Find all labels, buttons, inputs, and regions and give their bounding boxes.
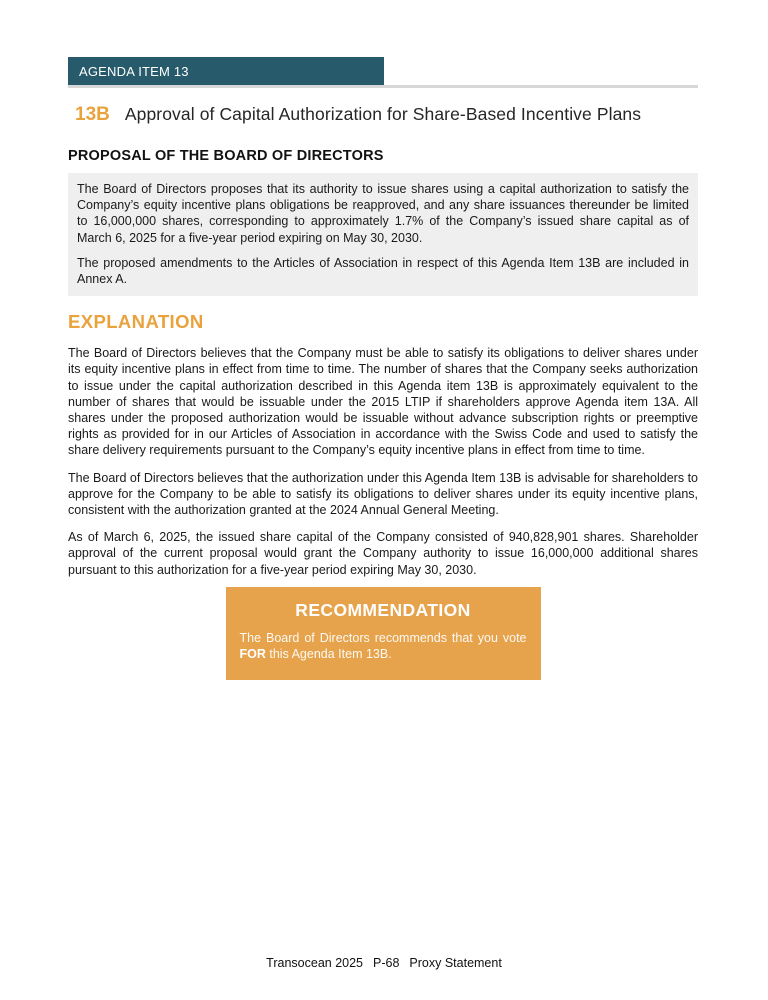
proposal-heading: PROPOSAL OF THE BOARD OF DIRECTORS [68, 148, 384, 164]
explanation-section [68, 311, 698, 578]
proposal-paragraph: The proposed amendments to the Articles of Association in respect of this Agenda Item 13B are included in Annex A. [77, 255, 689, 287]
recommendation-body [240, 630, 527, 663]
page-footer [0, 956, 768, 970]
proposal-paragraph: The Board of Directors proposes that its authority to issue shares using a capital authorization to satisfy the Company’s equity incentive plans obligations be reapproved, and any share issuances thereunder be limited to 16,000,000 shares, corresponding to approximately 1.7% of the Company’s issued share capital as of March 6, 2025 for a five-year period expiring on May 30, 2030. [77, 182, 689, 245]
recommendation-text-post: this Agenda Item 13B. [265, 647, 392, 662]
explanation-heading: EXPLANATION [68, 311, 204, 333]
explanation-paragraph: The Board of Directors believes that the authorization under this Agenda Item 13B is advisable for shareholders to approve for the Company to be able to satisfy its obligations to deliver shares under its equity incentive plans, consistent with the authorization granted at the 2024 Annual General Meeting. [68, 470, 698, 518]
item-title-row [68, 104, 698, 126]
header-rule [68, 85, 698, 88]
proposal-box [68, 173, 698, 296]
recommendation-text-pre: The Board of Directors recommends that you vote [239, 630, 527, 645]
explanation-paragraph: As of March 6, 2025, the issued share capital of the Company consisted of 940,828,901 shares. Shareholder approval of the current proposal would grant the Company authority to issue 16,000,000 additional shares pursuant to this authorization for a five-year period expiring May 30, 2030. [68, 530, 698, 577]
recommendation-heading: RECOMMENDATION [295, 599, 471, 620]
proposal-section [68, 148, 698, 296]
item-number: 13B [75, 104, 110, 125]
recommendation-box [226, 587, 541, 680]
agenda-item-header-bar [68, 57, 384, 85]
page-content [68, 0, 698, 680]
agenda-item-label: AGENDA ITEM 13 [79, 63, 189, 79]
item-title: Approval of Capital Authorization for Share-Based Incentive Plans [124, 104, 642, 124]
footer-document-name: Proxy Statement [409, 956, 502, 970]
explanation-paragraph: The Board of Directors believes that the Company must be able to satisfy its obligations to deliver shares under its equity incentive plans in effect from time to time. The number of shares that the Company seeks authorization to issue under the capital authorization described in this Agenda item 13B is approximately equivalent to the number of shares that would be issuable under the 2015 LTIP if shareholders approve Agenda item 13A. All shares under the proposed authorization would be issuable without advance subscription rights or preemptive rights as provided for in our Articles of Association in accordance with the Swiss Code and used to satisfy the share delivery requirements pursuant to the Company’s equity incentive plans in effect from time to time. [68, 346, 698, 458]
footer-brand: Transocean 2025 [266, 956, 363, 970]
footer-page-number: P-68 [373, 956, 400, 970]
recommendation-vote-for: FOR [239, 647, 266, 662]
